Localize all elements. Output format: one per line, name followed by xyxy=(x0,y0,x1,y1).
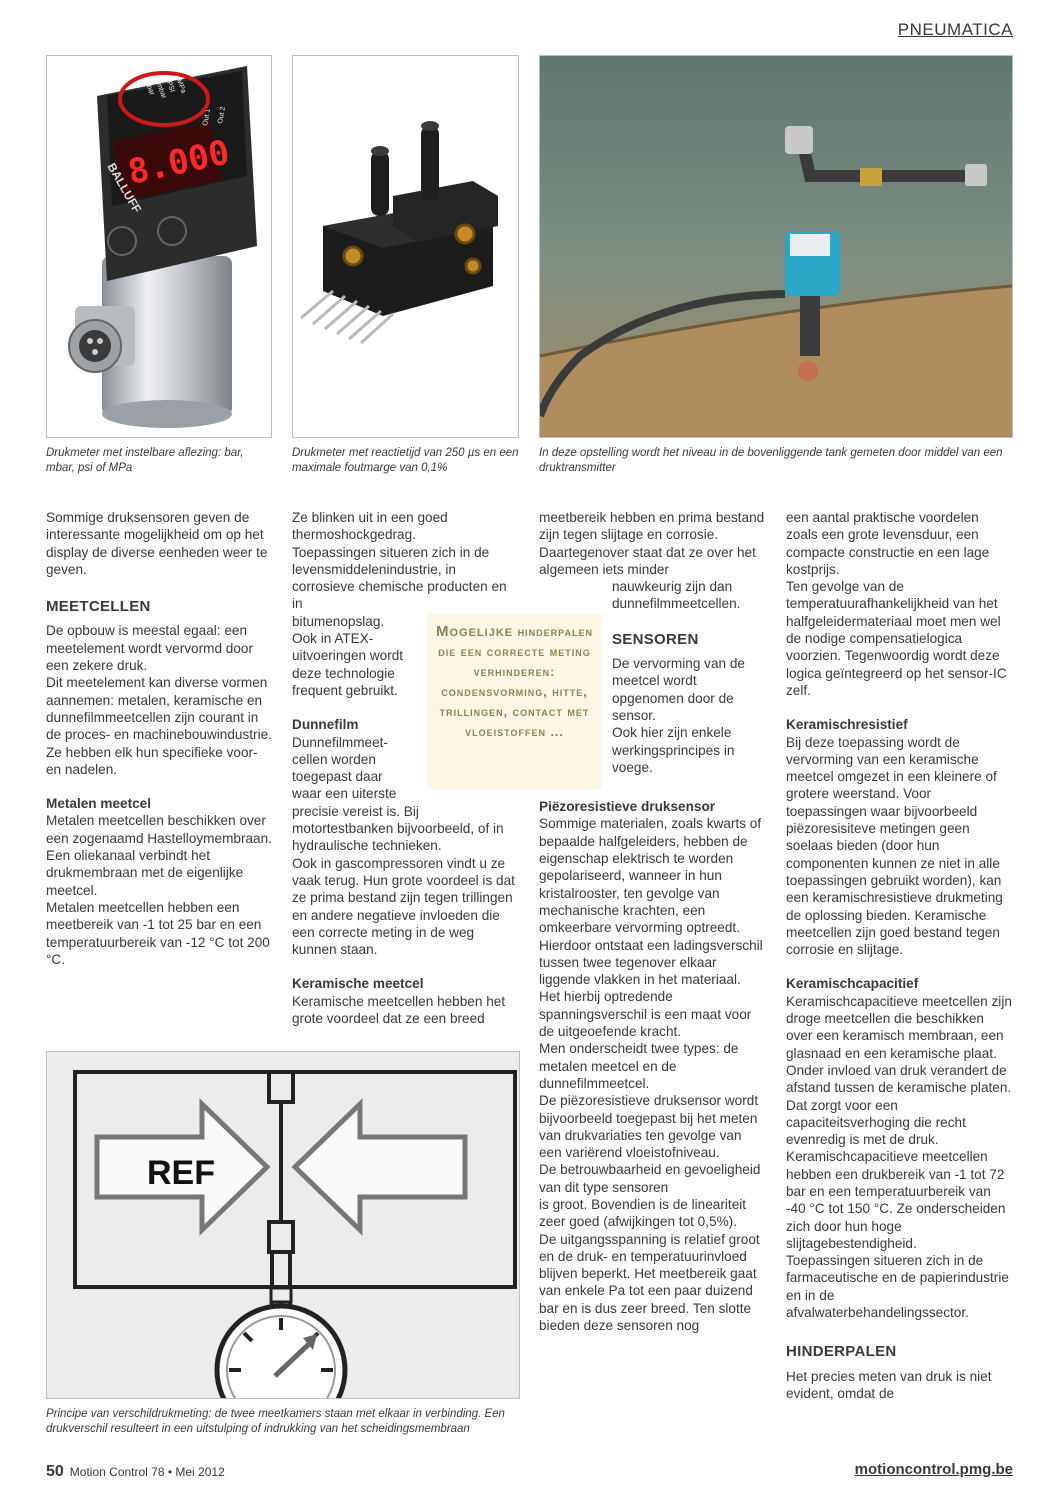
column-4 xyxy=(786,509,1013,1402)
pull-quote-first-word: Mogelijke xyxy=(436,623,514,640)
paragraph-nauwkeurig: nauwkeurig zijn dan dunnefilmmeetcellen. xyxy=(612,579,741,612)
heading-keramischresistief: Keramischresistief xyxy=(786,717,908,733)
heading-hinderpalen: HINDERPALEN xyxy=(786,1343,897,1361)
diagram-caption: Principe van verschildrukmeting: de twee meetkamers staan met elkaar in verbinding. Een drukverschil resulteert in een uitstulping of indrukking van het scheidingsmembraan xyxy=(46,1408,505,1435)
unit-mpa: MPa xyxy=(175,78,187,95)
heading-dunnefilm: Dunnefilm xyxy=(292,717,359,733)
display-readout: 8.000 xyxy=(124,132,233,193)
photo-pressure-meter-display xyxy=(46,55,272,438)
heading-keramische-meetcel: Keramische meetcel xyxy=(292,976,424,992)
paragraph-thermoshock: Ze blinken uit in een goed thermoshockgedrag. Toepassingen situeren zich in de levensmiddelenindustrie, in corrosieve chemische producten en in xyxy=(292,510,507,612)
heading-sensoren: SENSOREN xyxy=(612,630,699,648)
paragraph-keramischresistief: Bij deze toepassing wordt de vervorming van een keramische meetcel omgezet in een kleinere of grotere weerstand. Voor toepassingen waar bijvoorbeeld piëzoresisiteve metingen geen soelaas bieden (door hun componenten kunnen ze niet in alle toepassingen gebruikt worden), kan een keramischresistieve drukmeting de oplossing bieden. Keramische meetcellen zijn goed bestand tegen corrosie en slijtage. xyxy=(786,734,1003,958)
brand-label: BALLUFF xyxy=(104,160,145,216)
ref-label: REF xyxy=(147,1154,215,1192)
unit-bar: bar xyxy=(145,84,156,97)
paragraph-opbouw: De opbouw is meestal egaal: een meetelement wordt vervormd door een zekere druk. Dit meetelement kan diverse vormen aannemen: metalen, keramische en dunnefilmmeetcellen zijn courant in de proces- en machinebouwindustrie. Ze hebben elk hun specifieke voor- en nadelen. xyxy=(46,623,272,777)
paragraph-dunnefilm-b: precisie vereist is. Bij motortestbanken bijvoorbeeld, of in hydraulische technieken. Ook in gascompressoren vindt u ze vaak terug. Hun grote voordeel is dat ze prima bestand zijn tegen trillingen en andere negatieve invloeden die een correcte meting in de weg kunnen staan. xyxy=(292,803,515,958)
out1-label: Out 1 xyxy=(202,108,212,127)
photo-pcb-pressure-sensor xyxy=(292,55,519,438)
heading-piezoresistief: Piëzoresistieve druksensor xyxy=(539,799,716,815)
unit-mbar: mbar xyxy=(155,82,168,100)
pull-quote-text: hinderpalen die een correcte meting verhinderen: condensvorming, hitte, trillingen, contact met vloeistoffen ... xyxy=(438,625,593,739)
unit-psi: PSI xyxy=(165,80,176,94)
heading-metalen-meetcel: Metalen meetcel xyxy=(46,796,152,812)
paragraph-keramischcapacitief: Keramischcapacitieve meetcellen zijn droge meetcellen die beschikken over een keramisch membraan, een glasnaad en een keramische plaat. Onder invloed van druk verandert de afstand tussen de keramische platen. Dat zorgt voor een capaciteitsverhoging die recht evenredig is met de druk. Keramischcapacitieve meetcellen hebben een drukbereik van -1 tot 72 bar en een temperatuurbereik van -40 °C tot 150 °C. Ze onderscheiden zich door hun hoge slijtagebestendigheid. Toepassingen situeren zich in de farmaceutische en de papierindustrie en in de afvalwaterbehandelingssector. xyxy=(786,993,1012,1321)
photo3-caption: In deze opstelling wordt het niveau in de bovenliggende tank gemeten door middel van een druktransmitter xyxy=(539,447,1003,474)
footer-website-link[interactable]: motioncontrol.pmg.be xyxy=(854,1461,1013,1478)
heading-meetcellen: MEETCELLEN xyxy=(46,598,151,616)
heading-keramischcapacitief: Keramischcapacitief xyxy=(786,976,919,992)
paragraph-bitumen: bitumenopslag. Ook in ATEX-uitvoeringen wordt deze technologie frequent gebruikt. xyxy=(292,613,404,698)
paragraph-dunnefilm-a: Dunnefilmmeet- cellen worden toegepast daar waar een uiterste xyxy=(292,734,397,802)
column-3 xyxy=(539,509,767,1334)
intro-paragraph: Sommige druksensoren geven de interessante mogelijkheid om op het display de diverse eenheden weer te geven. xyxy=(46,510,268,577)
footer-issue xyxy=(46,1463,225,1481)
paragraph-hinderpalen: Het precies meten van druk is niet evident, omdat de xyxy=(786,1368,992,1401)
paragraph-metalen-meetcel: Metalen meetcellen beschikken over een zogenaamd Hastelloymembraan. Een oliekanaal verbindt het drukmembraan met de eigenlijke meetcel. Metalen meetcellen hebben een meetbereik van -1 tot 25 bar en een temperatuurbereik van -12 °C tot 200 °C. xyxy=(46,813,272,967)
column-1 xyxy=(46,509,274,968)
paragraph-meetbereik: meetbereik hebben en prima bestand zijn tegen slijtage en corrosie. Daartegenover staat dat ze over het algemeen iets minder xyxy=(539,510,765,577)
out2-label: Out 2 xyxy=(217,106,227,125)
paragraph-keramische-meetcel: Keramische meetcellen hebben het grote voordeel dat ze een breed xyxy=(292,993,506,1027)
paragraph-voordelen: een aantal praktische voordelen zoals een grote levensduur, een compacte constructie en een lage kostprijs. Ten gevolge van de temperatuurafhankelijkheid van het halfgeleidermateriaal moet men wel de nodige compensatielogica voorzien. Tegenwoordig wordt deze logica geïntegreerd op het sensor-IC zelf. xyxy=(786,510,1007,698)
paragraph-piezoresistief: Sommige materialen, zoals kwarts of bepaalde halfgeleiders, hebben de eigenschap elektrisch te worden gepolariseerd, wanneer in hun kristalrooster, ten gevolge van mechanische krachten, een omkeerbare vervorming optreedt. Hierdoor ontstaat een ladingsverschil tussen twee tegenover elkaar liggende vlakken in het materiaal. Het hierbij optredende spanningsverschil is een maat voor de uitgeoefende kracht. Men onderscheidt twee types: de metalen meetcel en de dunnefilmmeetcel. De piëzoresistieve druksensor wordt bijvoorbeeld toegepast bij het meten van drukvariaties ten gevolge van een variërend vloeistofniveau. De betrouwbaarheid en gevoeligheid van dit type sensoren is groot. Bovendien is de lineariteit zeer goed (afwijkingen tot 0,5%). De uitgangsspanning is relatief groot en de druk- en temperatuurinvloed blijven beperkt. Het meetbereik gaat van enkele Pa tot een paar duizend bar en is dus zeer breed. Ten slotte bieden deze sensoren nog xyxy=(539,816,763,1334)
photo1-caption: Drukmeter met instelbare aflezing: bar, mbar, psi of MPa xyxy=(46,447,244,474)
photo2-caption: Drukmeter met reactietijd van 250 µs en een maximale foutmarge van 0,1% xyxy=(292,447,519,474)
diagram-differential-pressure xyxy=(46,1051,520,1399)
issue-info: Motion Control 78 • Mei 2012 xyxy=(69,1465,225,1479)
page-number: 50 xyxy=(46,1463,64,1480)
photo-tank-transmitter xyxy=(539,55,1013,438)
paragraph-sensoren: De vervorming van de meetcel wordt opgenomen door de sensor. Ook hier zijn enkele werkingsprincipes in voege. xyxy=(612,656,745,775)
section-label: PNEUMATICA xyxy=(897,20,1013,39)
